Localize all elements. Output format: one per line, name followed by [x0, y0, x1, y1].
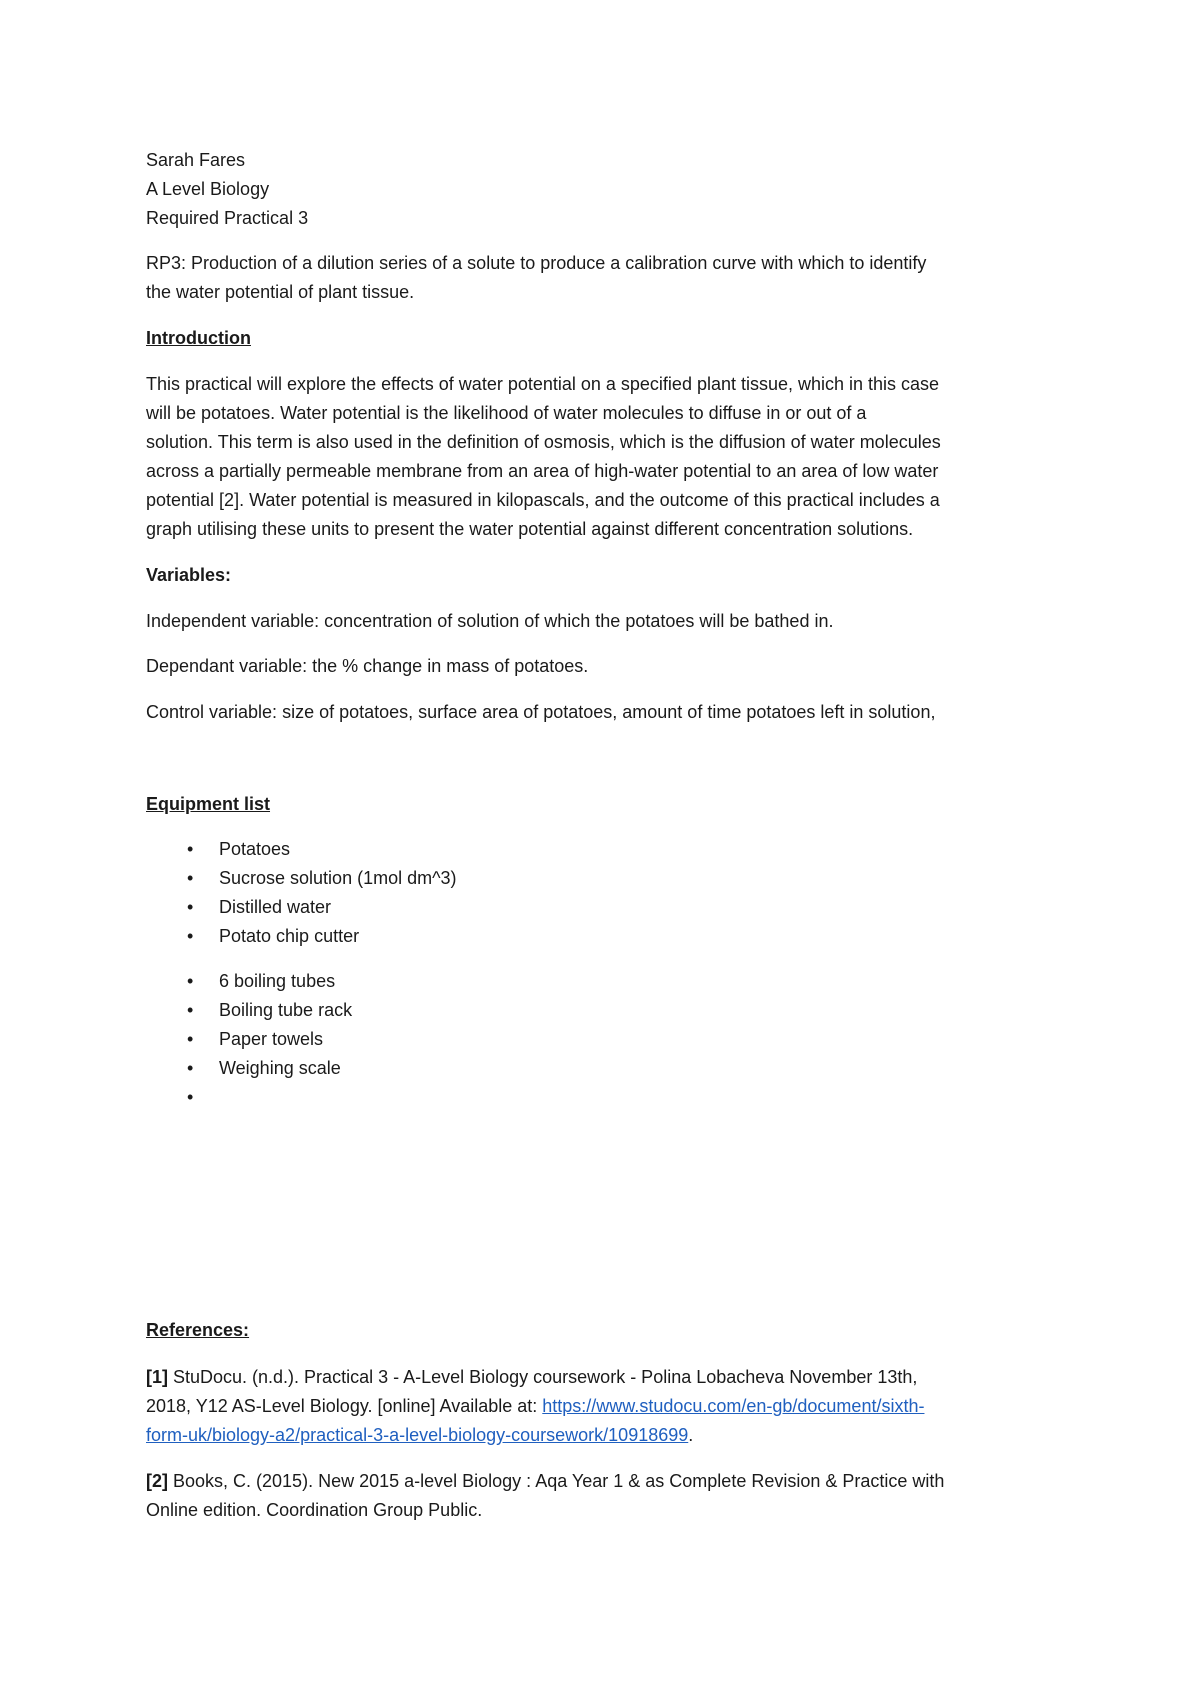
- list-item: • Potato chip cutter: [146, 922, 846, 951]
- list-item: • Boiling tube rack: [146, 996, 846, 1025]
- intro-line-5: potential [2]. Water potential is measured in kilopascals, and the outcome of this practical includes a: [146, 490, 940, 510]
- bullet-icon: •: [187, 839, 194, 859]
- dependent-variable: Dependant variable: the % change in mass of potatoes.: [146, 656, 589, 676]
- introduction-heading: Introduction: [146, 328, 251, 348]
- equipment-list-1: [0, 835, 846, 951]
- reference-1-line-1: [1] StuDocu. (n.d.). Practical 3 - A-Level Biology coursework - Polina Lobacheva November 13th,: [146, 1367, 918, 1387]
- control-variable: Control variable: size of potatoes, surface area of potatoes, amount of time potatoes left in solution,: [146, 702, 936, 722]
- bullet-icon: •: [187, 1087, 194, 1107]
- intro-line-2: will be potatoes. Water potential is the likelihood of water molecules to diffuse in or out of a: [146, 403, 867, 423]
- reference-2-line-2: Online edition. Coordination Group Public.: [146, 1500, 483, 1520]
- variables-heading: Variables:: [146, 565, 232, 585]
- list-item: • Weighing scale: [146, 1054, 846, 1083]
- reference-1-link-continued[interactable]: form-uk/biology-a2/practical-3-a-level-biology-coursework/10918699: [146, 1425, 689, 1445]
- reference-2-line-1: [2] Books, C. (2015). New 2015 a-level Biology : Aqa Year 1 & as Complete Revision & Practice with: [146, 1471, 945, 1491]
- intro-line-3: solution. This term is also used in the definition of osmosis, which is the diffusion of water molecules: [146, 432, 941, 452]
- list-item: • Distilled water: [146, 893, 846, 922]
- intro-line-6: graph utilising these units to present the water potential against different concentration solutions.: [146, 519, 914, 539]
- bullet-icon: •: [187, 868, 194, 888]
- bullet-icon: •: [187, 897, 194, 917]
- author-name: Sarah Fares: [146, 150, 246, 170]
- aim-line-2: the water potential of plant tissue.: [146, 282, 415, 302]
- list-item: • Paper towels: [146, 1025, 846, 1054]
- bullet-icon: •: [187, 1058, 194, 1078]
- bullet-icon: •: [187, 1000, 194, 1020]
- equipment-list-2: [0, 967, 846, 1112]
- reference-1-line-3: form-uk/biology-a2/practical-3-a-level-biology-coursework/10918699.: [146, 1425, 694, 1445]
- independent-variable: Independent variable: concentration of solution of which the potatoes will be bathed in.: [146, 611, 834, 631]
- intro-line-4: across a partially permeable membrane from an area of high-water potential to an area of low water: [146, 461, 939, 481]
- bullet-icon: •: [187, 1029, 194, 1049]
- bullet-icon: •: [187, 971, 194, 991]
- practical-title: Required Practical 3: [146, 208, 309, 228]
- references-heading: References:: [146, 1320, 250, 1340]
- list-item: [146, 1083, 846, 1112]
- reference-1-line-2: 2018, Y12 AS-Level Biology. [online] Available at: https://www.studocu.com/en-gb/document/sixth-: [146, 1396, 925, 1416]
- aim-line-1: RP3: Production of a dilution series of a solute to produce a calibration curve with which to identify: [146, 253, 927, 273]
- intro-line-1: This practical will explore the effects of water potential on a specified plant tissue, which in this case: [146, 374, 940, 394]
- reference-1-link[interactable]: https://www.studocu.com/en-gb/document/sixth-: [542, 1396, 925, 1416]
- equipment-heading: Equipment list: [146, 794, 271, 814]
- course-name: A Level Biology: [146, 179, 270, 199]
- list-item: • 6 boiling tubes: [146, 967, 846, 996]
- list-item: • Potatoes: [146, 835, 846, 864]
- list-item: • Sucrose solution (1mol dm^3): [146, 864, 846, 893]
- bullet-icon: •: [187, 926, 194, 946]
